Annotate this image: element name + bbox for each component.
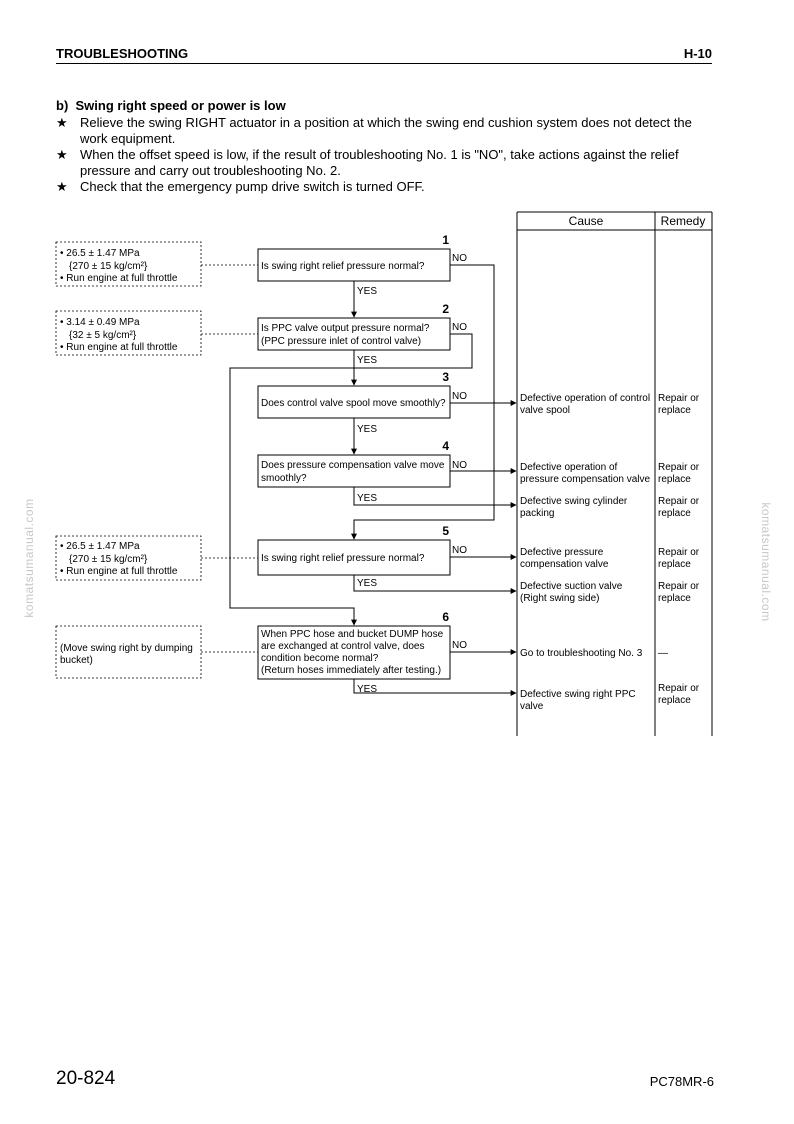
- yes-label: YES: [357, 355, 378, 366]
- step-number: 5: [442, 524, 449, 538]
- note-line: pressure and carry out troubleshooting No. 2.: [80, 163, 341, 178]
- no-label: NO: [452, 545, 467, 556]
- star-icon: ★: [56, 179, 68, 194]
- step-question: Is PPC valve output pressure normal?: [261, 323, 430, 334]
- star-icon: ★: [56, 147, 68, 162]
- cause-text: valve spool: [520, 405, 571, 416]
- header-title: TROUBLESHOOTING: [56, 46, 189, 61]
- cause-text: (Right swing side): [520, 593, 600, 604]
- watermark-right: komatsumanual.com: [759, 502, 773, 622]
- note-line: Check that the emergency pump drive switch is turned OFF.: [80, 179, 425, 194]
- no-label: NO: [452, 391, 467, 402]
- step-number: 1: [442, 233, 449, 247]
- step-number: 4: [442, 439, 449, 453]
- remedy-text: replace: [658, 593, 691, 604]
- no-label: NO: [452, 322, 467, 333]
- section-title: b) Swing right speed or power is low: [56, 98, 286, 113]
- note-line: When the offset speed is low, if the result of troubleshooting No. 1 is "NO", take actions against the relief: [80, 147, 679, 162]
- cause-header: Cause: [568, 214, 604, 228]
- step-number: 3: [442, 370, 449, 384]
- remedy-text: Repair or: [658, 547, 700, 558]
- cause-text: Defective swing cylinder: [520, 496, 628, 507]
- step-question: condition become normal?: [261, 653, 379, 664]
- step-question: Is swing right relief pressure normal?: [261, 261, 425, 272]
- cause-text: packing: [520, 508, 555, 519]
- condition-text: {32 ± 5 kg/cm²}: [69, 330, 137, 341]
- step-question: (PPC pressure inlet of control valve): [261, 336, 422, 347]
- condition-text: • Run engine at full throttle: [60, 273, 178, 284]
- condition-text: {270 ± 15 kg/cm²}: [69, 261, 148, 272]
- remedy-text: Repair or: [658, 496, 700, 507]
- cause-text: pressure compensation valve: [520, 474, 651, 485]
- step-question: Is swing right relief pressure normal?: [261, 553, 425, 564]
- remedy-text: replace: [658, 695, 691, 706]
- cause-text: Defective operation of: [520, 462, 618, 473]
- remedy-text: Repair or: [658, 393, 700, 404]
- step-question: (Return hoses immediately after testing.): [261, 665, 442, 676]
- yes-label: YES: [357, 286, 378, 297]
- remedy-text: Repair or: [658, 581, 700, 592]
- header-page-code: H-10: [683, 46, 712, 61]
- condition-text: • 26.5 ± 1.47 MPa: [60, 248, 140, 259]
- cause-text: compensation valve: [520, 559, 609, 570]
- remedy-text: Repair or: [658, 462, 700, 473]
- condition-text: (Move swing right by dumping: [60, 643, 193, 654]
- cause-text: Defective pressure: [520, 547, 604, 558]
- remedy-text: replace: [658, 559, 691, 570]
- cause-text: Defective swing right PPC: [520, 689, 636, 700]
- remedy-text: replace: [658, 405, 691, 416]
- step-question: Does pressure compensation valve move: [261, 460, 445, 471]
- yes-label: YES: [357, 493, 378, 504]
- page-number: 20-824: [56, 1068, 116, 1089]
- step-number: 6: [442, 610, 449, 624]
- step-question: When PPC hose and bucket DUMP hose: [261, 629, 444, 640]
- no-label: NO: [452, 640, 467, 651]
- cause-text: Defective suction valve: [520, 581, 623, 592]
- condition-text: bucket): [60, 655, 93, 666]
- note-line: work equipment.: [80, 131, 176, 146]
- model-code: PC78MR-6: [649, 1074, 714, 1089]
- condition-text: • Run engine at full throttle: [60, 566, 178, 577]
- no-label: NO: [452, 253, 467, 264]
- step-number: 2: [442, 302, 449, 316]
- remedy-text: Repair or: [658, 683, 700, 694]
- condition-text: {270 ± 15 kg/cm²}: [69, 554, 148, 565]
- note-line: Relieve the swing RIGHT actuator in a position at which the swing end cushion system does not detect the: [80, 115, 692, 130]
- condition-text: • Run engine at full throttle: [60, 342, 178, 353]
- condition-text: • 26.5 ± 1.47 MPa: [60, 541, 140, 552]
- step-question: smoothly?: [261, 473, 307, 484]
- star-icon: ★: [56, 115, 68, 130]
- condition-text: • 3.14 ± 0.49 MPa: [60, 317, 140, 328]
- yes-label: YES: [357, 684, 378, 695]
- yes-label: YES: [357, 578, 378, 589]
- remedy-text: replace: [658, 508, 691, 519]
- step-question: are exchanged at control valve, does: [261, 641, 425, 652]
- remedy-text: replace: [658, 474, 691, 485]
- step-question: Does control valve spool move smoothly?: [261, 398, 446, 409]
- cause-text: Go to troubleshooting No. 3: [520, 648, 643, 659]
- remedy-text: —: [658, 648, 668, 659]
- remedy-header: Remedy: [660, 214, 706, 228]
- yes-label: YES: [357, 424, 378, 435]
- cause-text: Defective operation of control: [520, 393, 651, 404]
- watermark-left: komatsumanual.com: [22, 498, 36, 618]
- no-label: NO: [452, 460, 467, 471]
- cause-text: valve: [520, 701, 544, 712]
